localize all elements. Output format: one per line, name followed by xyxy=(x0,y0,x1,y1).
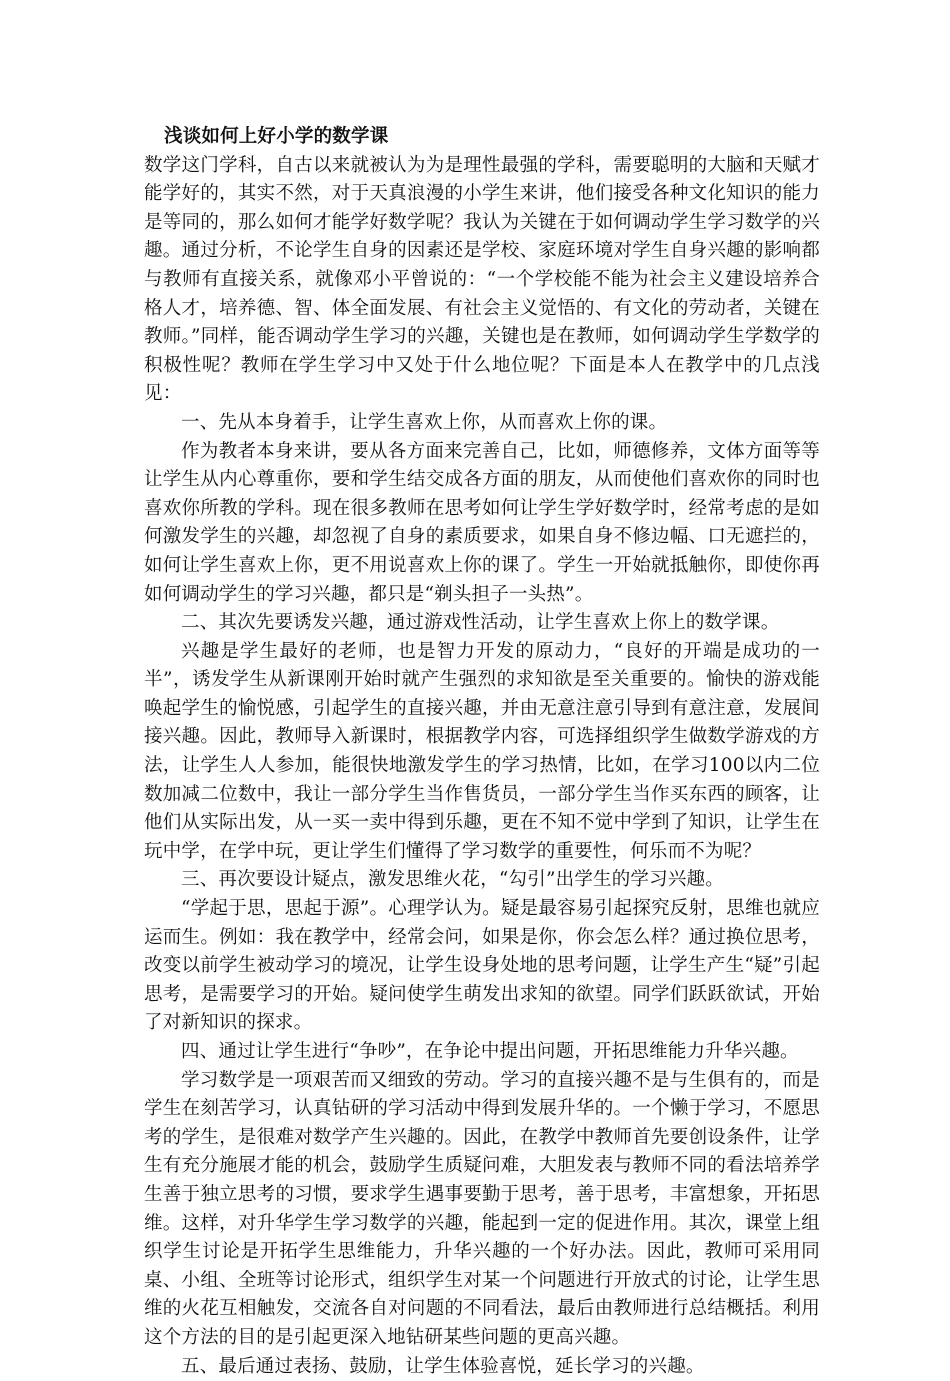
section-2-heading: 二、其次先要诱发兴趣，通过游戏性活动，让学生喜欢上你上的数学课。 xyxy=(181,612,780,634)
section-4-body: 学习数学是一项艰苦而又细致的劳动。学习的直接兴趣不是与生俱有的，而是学生在刻苦学习，认真钻研的学习活动中得到发展升华的。一个懒于学习，不愿思考的学生，是很难对数学产生兴趣的。因此，在教学中教师首先要创设条件，让学生有充分施展才能的机会，鼓励学生质疑问难，大胆发表与教师不同的看法培养学生善于独立思考的习惯，要求学生遇事要勤于思考，善于思考，丰富想象，开拓思维。这样，对升华学生学习数学的兴趣，能起到一定的促进作用。其次，课堂上组织学生讨论是开拓学生思维能力，升华兴趣的一个好办法。因此，教师可采用同桌、小组、全班等讨论形式，组织学生对某一个问题进行开放式的讨论，让学生思维的火花互相触发，交流各自对问题的不同看法，最后由教师进行总结概括。利用这个方法的目的是引起更深入地钻研某些问题的更高兴趣。 xyxy=(144,1069,820,1348)
section-3-body: “学起于思，思起于源”。心理学认为。疑是最容易引起探究反射，思维也就应运而生。例如：我在教学中，经常会问，如果是你，你会怎么样？通过换位思考，改变以前学生被动学习的境况，让学生设身处地的思考问题，让学生产生“疑”引起思考，是需要学习的开始。疑问使学生萌发出求知的欲望。同学们跃跃欲试，开始了对新知识的探求。 xyxy=(144,898,820,1034)
section-2-body: 兴趣是学生最好的老师，也是智力开发的原动力，“良好的开端是成功的一半”，诱发学生从新课刚开始时就产生强烈的求知欲是至关重要的。愉快的游戏能唤起学生的愉悦感，引起学生的直接兴趣，并由无意注意引导到有意注意，发展间接兴趣。因此，教师导入新课时，根据教学内容，可选择组织学生做数学游戏的方法，让学生人人参加，能很快地激发学生的学习热情，比如，在学习100以内二位数加减二位数中，我让一部分学生当作售货员，一部分学生当作买东西的顾客，让他们从实际出发，从一买一卖中得到乐趣，更在不知不觉中学到了知识，让学生在玩中学，在学中玩，更让学生们懂得了学习数学的重要性，何乐而不为呢？ xyxy=(144,640,820,862)
intro-paragraph: 数学这门学科，自古以来就被认为为是理性最强的学科，需要聪明的大脑和天赋才能学好的，其实不然，对于天真浪漫的小学生来讲，他们接受各种文化知识的能力是等同的，那么如何才能学好数学呢？我认为关键在于如何调动学生学习数学的兴趣。通过分析，不论学生自身的因素还是学校、家庭环境对学生自身兴趣的影响都与教师有直接关系，就像邓小平曾说的：“一个学校能不能为社会主义建设培养合格人才，培养德、智、体全面发展、有社会主义觉悟的、有文化的劳动者，关键在教师。”同样，能否调动学生学习的兴趣，关键也是在教师，如何调动学生学数学的积极性呢？教师在学生学习中又处于什么地位呢？下面是本人在教学中的几点浅见： xyxy=(144,154,820,405)
section-1-body: 作为教者本身来讲，要从各方面来完善自己，比如，师德修养，文体方面等等让学生从内心尊重你，要和学生结交成各方面的朋友，从而使他们喜欢你的同时也喜欢你所教的学科。现在很多教师在思考如何让学生学好数学时，经常考虑的是如何激发学生的兴趣，却忽视了自身的素质要求，如果自身不修边幅、口无遮拦的，如何让学生喜欢上你，更不用说喜欢上你的课了。学生一开始就抵触你，即使你再如何调动学生的学习兴趣，都只是“剃头担子一头热”。 xyxy=(144,440,820,605)
document-page xyxy=(144,123,820,1381)
section-4-heading: 四、通过让学生进行“争吵”，在争论中提出问题，开拓思维能力升华兴趣。 xyxy=(181,1041,799,1062)
section-5-heading: 五、最后通过表扬、鼓励，让学生体验喜悦，延长学习的兴趣。 xyxy=(181,1355,705,1377)
section-3-heading: 三、再次要设计疑点，激发思维火花，“勾引”出学生的学习兴趣。 xyxy=(181,869,724,891)
section-1-heading: 一、先从本身着手，让学生喜欢上你，从而喜欢上你的课。 xyxy=(181,411,668,433)
document-title: 浅谈如何上好小学的数学课 xyxy=(164,126,389,147)
